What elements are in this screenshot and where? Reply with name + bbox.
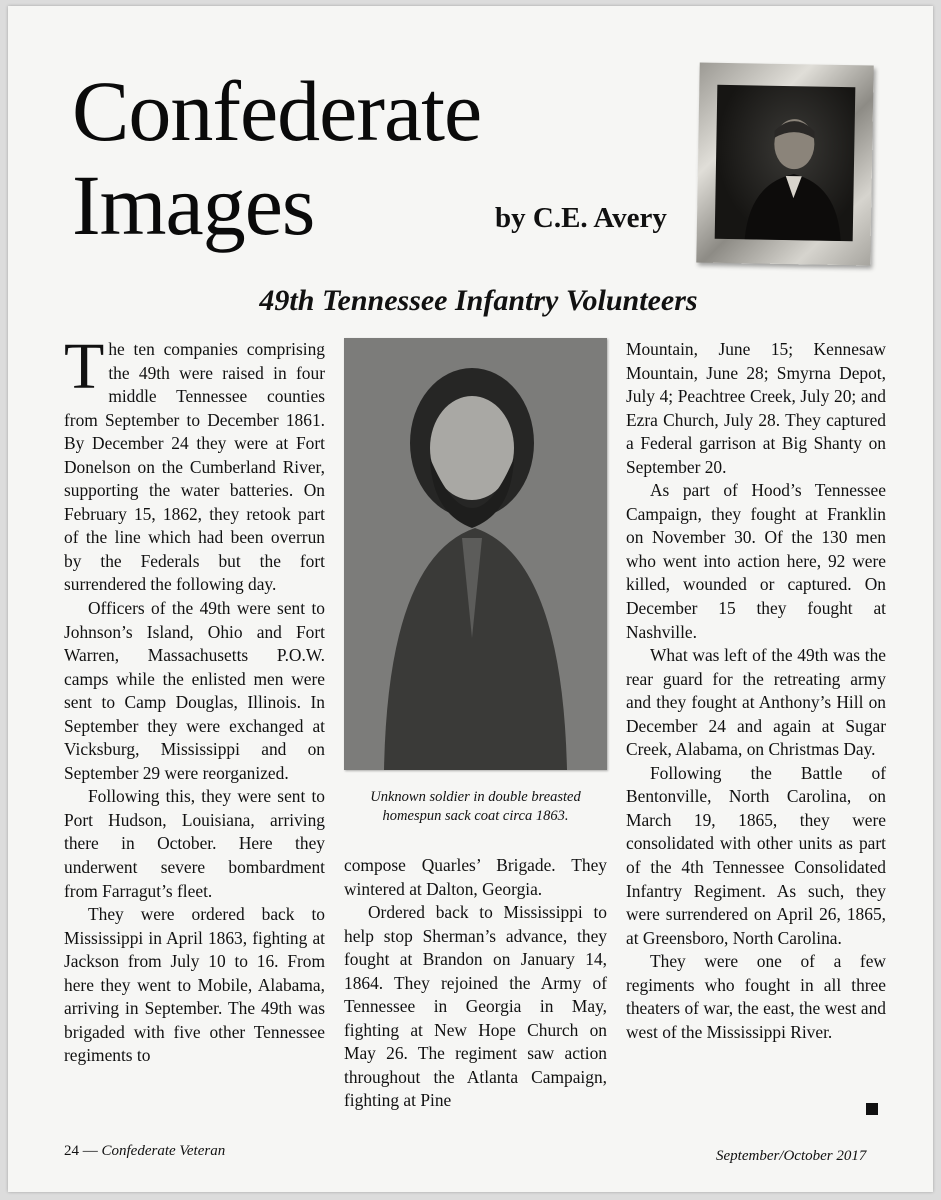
paragraph: Mountain, June 15; Kennesaw Mountain, June 28; Smyrna Depot, July 4; Peachtree Creek, July 20; and Ezra Church, July 28. They captured a Federal garrison at Big Shanty on September 20. [626, 339, 886, 477]
framed-portrait [696, 62, 873, 265]
paragraph: What was left of the 49th was the rear guard for the retreating army and they fought at Anthony’s Hill on December 24 and again at Sugar Creek, Alabama, on Christmas Day. [626, 645, 886, 760]
paragraph-text: he ten companies comprising the 49th were raised in four middle Tennessee counties from September to December 1861. By December 24 they were at Fort Donelson on the Cumberland River, supporting the water batteries. On February 15, 1862, they retook part of the line which had been overrun by the Federals but the fort surrendered the following day. [64, 339, 325, 595]
end-mark-icon [866, 1103, 878, 1115]
paragraph: Ordered back to Mississippi to help stop Sherman’s advance, they fought at Brandon on January 14, 1864. They rejoined the Army of Tennessee in Georgia in May, fighting at New Hope Church on May 26. The regiment saw action throughout the Atlanta Campaign, fighting at Pine [344, 902, 607, 1111]
footer-publication [64, 1143, 225, 1160]
text-column-1 [64, 330, 325, 1068]
title-line-1: Confederate [72, 63, 482, 159]
soldier-figure-icon [344, 338, 607, 770]
author-byline: by C.E. Avery [495, 202, 667, 234]
paragraph: They were one of a few regiments who fought in all three theaters of war, the east, the west and west of the Mississippi River. [626, 951, 886, 1042]
soldier-photo [344, 338, 607, 770]
publication-name: Confederate Veteran [101, 1143, 226, 1159]
portrait-image [715, 85, 856, 241]
article-subtitle: 49th Tennessee Infantry Volunteers [259, 284, 698, 317]
page-number: 24 [64, 1143, 79, 1159]
paragraph: Officers of the 49th were sent to Johnson’s Island, Ohio and Fort Warren, Massachusetts P.O.W. camps while the enlisted men were sent to Camp Douglas, Illinois. In September they were exchanged at Vicksburg, Mississippi and on September 29 were reorganized. [64, 598, 325, 783]
paragraph: Following this, they were sent to Port Hudson, Louisiana, arriving there in October. Here they underwent severe bombardment from Farragut’s fleet. [64, 786, 325, 901]
paragraph [64, 330, 325, 597]
magazine-page [8, 6, 933, 1192]
text-column-2 [344, 854, 607, 1113]
title-line-2: Images [72, 157, 315, 253]
paragraph: Following the Battle of Bentonville, North Carolina, on March 19, 1865, they were consolidated with other units as part of the 4th Tennessee Consolidated Infantry Regiment. As such, they were surrendered on April 26, 1865, at Greensboro, North Carolina. [626, 762, 886, 948]
paragraph: They were ordered back to Mississippi in April 1863, fighting at Jackson from July 10 to 16. From here they went to Mobile, Alabama, arriving in September. The 49th was brigaded with five other Tennessee regiments to [64, 904, 325, 1066]
caption-line-1: Unknown soldier in double breasted [370, 789, 581, 805]
page-title [72, 64, 481, 252]
drop-cap: T [64, 330, 105, 403]
issue-date: September/October 2017 [716, 1148, 867, 1164]
caption-line-2: homespun sack coat circa 1863. [382, 808, 569, 824]
portrait-figure-icon [715, 85, 856, 241]
paragraph: compose Quarles’ Brigade. They wintered at Dalton, Georgia. [344, 855, 607, 899]
text-column-3 [626, 338, 886, 1044]
photo-caption [344, 788, 607, 826]
footer-dash: — [82, 1143, 98, 1159]
paragraph: As part of Hood’s Tennessee Campaign, they fought at Franklin on November 30. Of the 130 men who went into action here, 92 were killed, wounded or captured. On December 15 they fought at Nashville. [626, 480, 886, 642]
